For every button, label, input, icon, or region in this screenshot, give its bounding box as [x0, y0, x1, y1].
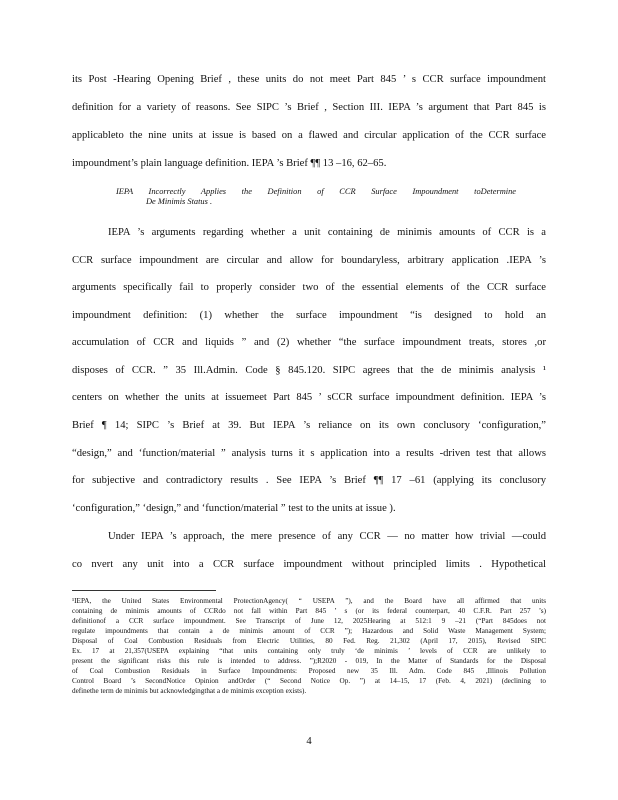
text-line: impoundment’s plain language definition. IEPA ’s Brief ¶¶ 13 –16, 62–65.: [72, 158, 387, 169]
footnote-line: Control Board ’s SecondNotice Opinion andOrder (“ Second Notice Op. ”) at 14–15, 17 (Feb. 4, 2021) (declining to: [72, 677, 546, 685]
text-line: IEPA ’s arguments regarding whether a unit containing de minimis amounts of CCR is a: [108, 227, 546, 238]
text-line: accumulation of CCR and liquids ” and (2) whether “the surface impoundment treats, stores ,or: [72, 337, 546, 348]
text-line: impoundment definition: (1) whether the surface impoundment “is designed to hold an: [72, 310, 546, 321]
text-line: arguments specifically fail to properly consider two of the essential elements of the CCR surface: [72, 282, 546, 293]
footnote-line: regulate impoundments that contain a de minimis amount of CCR ”); Hazardous and Solid Waste Management System;: [72, 627, 546, 635]
footnote-line: Disposal of Coal Combustion Residuals from Electric Utilities, 80 Fed. Reg. 21,302 (April 17, 2015), Revised SIPC: [72, 637, 546, 645]
text-line: disposes of CCR. ” 35 Ill.Admin. Code § 845.120. SIPC agrees that the de minimis analysis ¹: [72, 365, 546, 376]
footnote-line: present the significant risks this rule is intended to address. ”);R2020 - 019, In the Matter of Standards for the Disposal: [72, 657, 546, 665]
footnote-line: ¹IEPA, the United States Environmental ProtectionAgency( “ USEPA ”), and the Board have all affirmed that units: [72, 597, 546, 605]
text-line: its Post -Hearing Opening Brief , these units do not meet Part 845 ’ s CCR surface impoundment: [72, 74, 546, 85]
text-line: co nvert any unit into a CCR surface impoundment without principled limits . Hypothetical: [72, 559, 546, 570]
text-line: centers on whether the units at issuemeet Part 845 ’ sCCR surface impoundment definition. IEPA ’s: [72, 392, 546, 403]
text-line: CCR surface impoundment are circular and allow for boundaryless, arbitrary application .IEPA ’s: [72, 255, 546, 266]
text-line: ‘configuration,” ‘design,” and ‘function/material ” test to the units at issue ).: [72, 503, 396, 514]
footnote-line: containing de minimis amounts of CCRdo not fall within Part 845 ’ s (or its federal counterpart, 40 C.F.R. Part 257 ’s): [72, 607, 546, 615]
footnote-line: of Coal Combustion Residuals in Surface Impoundments: Proposed new 35 Ill. Adm. Code 845 ,Illinois Pollution: [72, 667, 546, 675]
text-line: Brief ¶ 14; SIPC ’s Brief at 39. But IEPA ’s reliance on its own conclusory ‘configuration,”: [72, 420, 546, 431]
text-line: for subjective and contradictory results . See IEPA ’s Brief ¶¶ 17 –61 (applying its conclusory: [72, 475, 546, 486]
text-line: definition for a variety of reasons. See SIPC ’s Brief , Section III. IEPA ’s argument that Part 845 is: [72, 102, 546, 113]
heading-line: De Minimis Status .: [146, 197, 213, 206]
text-line: “design,” and ‘function/material ” analysis turns it s application into a results -driven test that allows: [72, 448, 546, 459]
text-line: Under IEPA ’s approach, the mere presence of any CCR — no matter how trivial —could: [108, 531, 546, 542]
footnote-line: definitionof a CCR surface impoundment. See Transcript of June 12, 2025Hearing at 512:1 9 –21 (“Part 845does not: [72, 617, 546, 625]
text-line: applicableto the nine units at issue is based on a flawed and circular application of the CCR surface: [72, 130, 546, 141]
footnote-divider: [72, 590, 216, 591]
page-number: 4: [306, 736, 312, 747]
footnote-line: definethe term de minimis but acknowledgingthat a de minimis exception exists).: [72, 687, 307, 695]
heading-line: IEPA Incorrectly Applies the Definition of CCR Surface Impoundment toDetermine: [116, 187, 516, 196]
footnote-line: Ex. 17 at 21,357(USEPA explaining “that units containing only truly ‘de minimis ’ levels of CCR are unlikely to: [72, 647, 546, 655]
